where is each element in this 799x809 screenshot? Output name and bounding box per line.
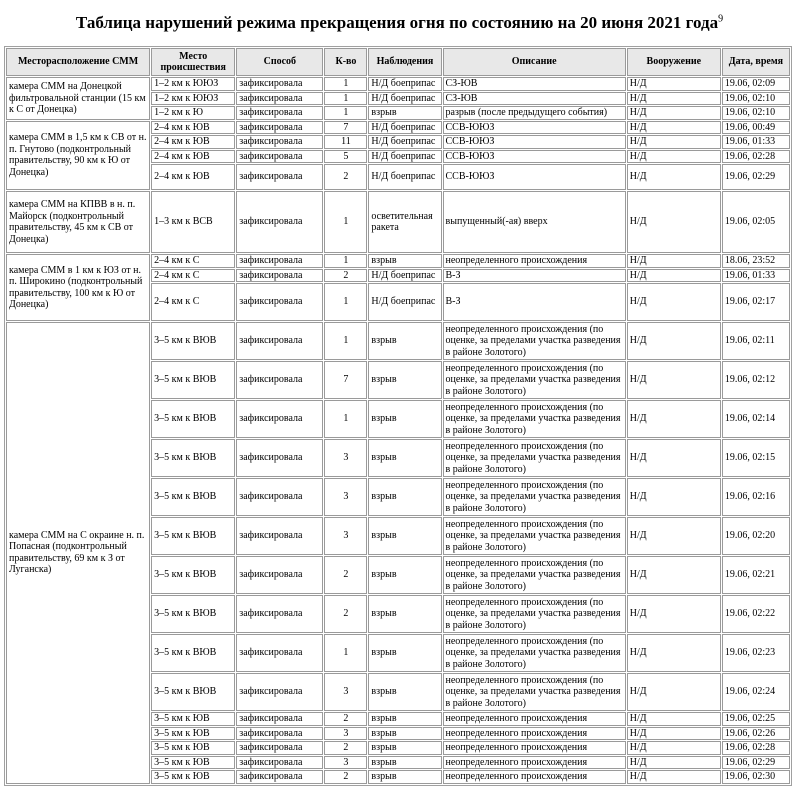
cell-datetime: 19.06, 02:09 [722, 77, 790, 91]
cell-datetime: 19.06, 02:20 [722, 517, 790, 555]
cell-observations: Н/Д боеприпас [368, 269, 441, 283]
col-header-datetime: Дата, время [722, 48, 790, 76]
cell-description: В-З [443, 269, 626, 283]
cell-method: зафиксировала [236, 770, 323, 784]
col-header-qty: К-во [324, 48, 367, 76]
cell-description: СЗ-ЮВ [443, 92, 626, 106]
cell-method: зафиксировала [236, 595, 323, 633]
cell-qty: 1 [324, 400, 367, 438]
cell-description: неопределенного происхождения (по оценке, за пределами участка разведения в районе Золотого) [443, 517, 626, 555]
cell-datetime: 19.06, 02:10 [722, 92, 790, 106]
cell-datetime: 19.06, 02:12 [722, 361, 790, 399]
cell-description: В-З [443, 283, 626, 321]
cell-observations: взрыв [368, 322, 441, 360]
cell-weapon: Н/Д [627, 254, 721, 268]
cell-weapon: Н/Д [627, 283, 721, 321]
cell-weapon: Н/Д [627, 741, 721, 755]
cell-observations: взрыв [368, 741, 441, 755]
cell-observations: взрыв [368, 595, 441, 633]
cell-datetime: 19.06, 01:33 [722, 135, 790, 149]
cell-description: неопределенного происхождения [443, 756, 626, 770]
cell-method: зафиксировала [236, 254, 323, 268]
table-row [6, 322, 790, 360]
cell-place: 3–5 км к ЮВ [151, 756, 235, 770]
cell-place: 3–5 км к ВЮВ [151, 595, 235, 633]
cell-method: зафиксировала [236, 712, 323, 726]
cell-observations: Н/Д боеприпас [368, 121, 441, 135]
cell-method: зафиксировала [236, 517, 323, 555]
cell-description: неопределенного происхождения (по оценке, за пределами участка разведения в районе Золотого) [443, 556, 626, 594]
cell-datetime: 19.06, 02:22 [722, 595, 790, 633]
cell-qty: 1 [324, 634, 367, 672]
cell-datetime: 19.06, 02:16 [722, 478, 790, 516]
cell-datetime: 19.06, 02:21 [722, 556, 790, 594]
cell-method: зафиксировала [236, 322, 323, 360]
table-row [6, 254, 790, 268]
cell-description: неопределенного происхождения (по оценке, за пределами участка разведения в районе Золотого) [443, 673, 626, 711]
cell-place: 3–5 км к ЮВ [151, 712, 235, 726]
cell-qty: 7 [324, 121, 367, 135]
cell-method: зафиксировала [236, 478, 323, 516]
cell-datetime: 19.06, 02:23 [722, 634, 790, 672]
cell-weapon: Н/Д [627, 164, 721, 190]
cell-description: неопределенного происхождения [443, 727, 626, 741]
cell-datetime: 19.06, 00:49 [722, 121, 790, 135]
cell-qty: 3 [324, 727, 367, 741]
cell-description: ССВ-ЮЮЗ [443, 150, 626, 164]
cell-description: СЗ-ЮВ [443, 77, 626, 91]
cell-qty: 1 [324, 283, 367, 321]
cell-datetime: 19.06, 02:05 [722, 191, 790, 253]
cell-place: 1–2 км к Ю [151, 106, 235, 120]
cell-observations: взрыв [368, 254, 441, 268]
cell-weapon: Н/Д [627, 595, 721, 633]
cell-weapon: Н/Д [627, 770, 721, 784]
cell-weapon: Н/Д [627, 712, 721, 726]
cell-weapon: Н/Д [627, 556, 721, 594]
cell-description: ССВ-ЮЮЗ [443, 164, 626, 190]
cell-description: ССВ-ЮЮЗ [443, 121, 626, 135]
cell-qty: 2 [324, 712, 367, 726]
cell-observations: взрыв [368, 556, 441, 594]
cell-qty: 2 [324, 770, 367, 784]
cell-description: разрыв (после предыдущего события) [443, 106, 626, 120]
cell-method: зафиксировала [236, 673, 323, 711]
cell-qty: 1 [324, 77, 367, 91]
cell-datetime: 19.06, 02:28 [722, 741, 790, 755]
cell-qty: 2 [324, 164, 367, 190]
cell-method: зафиксировала [236, 164, 323, 190]
cell-observations: взрыв [368, 673, 441, 711]
cell-description: неопределенного происхождения (по оценке, за пределами участка разведения в районе Золотого) [443, 400, 626, 438]
cell-datetime: 19.06, 02:14 [722, 400, 790, 438]
cell-datetime: 19.06, 02:29 [722, 164, 790, 190]
cell-observations: Н/Д боеприпас [368, 283, 441, 321]
cell-description: неопределенного происхождения [443, 770, 626, 784]
cell-method: зафиксировала [236, 150, 323, 164]
cell-weapon: Н/Д [627, 191, 721, 253]
cell-weapon: Н/Д [627, 77, 721, 91]
cell-place: 3–5 км к ВЮВ [151, 361, 235, 399]
cell-qty: 1 [324, 92, 367, 106]
cell-datetime: 19.06, 02:17 [722, 283, 790, 321]
cell-qty: 3 [324, 439, 367, 477]
cell-qty: 2 [324, 741, 367, 755]
cell-location: камера СММ в 1 км к ЮЗ от н. п. Широкино (подконтрольный правительству, 100 км к Ю от Донецка) [6, 254, 150, 321]
cell-observations: взрыв [368, 727, 441, 741]
cell-description: неопределенного происхождения (по оценке, за пределами участка разведения в районе Золотого) [443, 361, 626, 399]
cell-observations: Н/Д боеприпас [368, 164, 441, 190]
cell-description: неопределенного происхождения (по оценке, за пределами участка разведения в районе Золотого) [443, 439, 626, 477]
cell-description: выпущенный(-ая) вверх [443, 191, 626, 253]
cell-observations: взрыв [368, 756, 441, 770]
cell-qty: 2 [324, 269, 367, 283]
cell-method: зафиксировала [236, 121, 323, 135]
cell-description: ССВ-ЮЮЗ [443, 135, 626, 149]
page-title [0, 10, 799, 36]
cell-location: камера СММ на КПВВ в н. п. Майорск (подконтрольный правительству, 45 км к СВ от Донецка) [6, 191, 150, 253]
cell-place: 3–5 км к ЮВ [151, 727, 235, 741]
title-footnote: 9 [718, 13, 724, 25]
cell-place: 1–2 км к ЮЮЗ [151, 92, 235, 106]
cell-place: 2–4 км к ЮВ [151, 164, 235, 190]
table-row [6, 77, 790, 91]
cell-place: 3–5 км к ВЮВ [151, 478, 235, 516]
cell-datetime: 19.06, 02:24 [722, 673, 790, 711]
cell-qty: 5 [324, 150, 367, 164]
cell-qty: 1 [324, 106, 367, 120]
table-row [6, 121, 790, 135]
cell-method: зафиксировала [236, 135, 323, 149]
cell-qty: 1 [324, 191, 367, 253]
cell-place: 3–5 км к ВЮВ [151, 673, 235, 711]
col-header-place: Место происшествия [151, 48, 235, 76]
cell-method: зафиксировала [236, 756, 323, 770]
cell-description: неопределенного происхождения [443, 712, 626, 726]
cell-datetime: 18.06, 23:52 [722, 254, 790, 268]
cell-method: зафиксировала [236, 106, 323, 120]
cell-datetime: 19.06, 02:15 [722, 439, 790, 477]
cell-method: зафиксировала [236, 269, 323, 283]
cell-place: 2–4 км к ЮВ [151, 135, 235, 149]
table-row [6, 191, 790, 253]
cell-weapon: Н/Д [627, 756, 721, 770]
cell-datetime: 19.06, 02:29 [722, 756, 790, 770]
cell-location: камера СММ в 1,5 км к СВ от н. п. Гнутово (подконтрольный правительству, 90 км к Ю от Донецка) [6, 121, 150, 191]
cell-observations: взрыв [368, 478, 441, 516]
cell-qty: 11 [324, 135, 367, 149]
cell-qty: 7 [324, 361, 367, 399]
cell-datetime: 19.06, 02:30 [722, 770, 790, 784]
cell-datetime: 19.06, 02:10 [722, 106, 790, 120]
cell-weapon: Н/Д [627, 727, 721, 741]
cell-place: 2–4 км к С [151, 254, 235, 268]
cell-observations: Н/Д боеприпас [368, 135, 441, 149]
cell-datetime: 19.06, 02:11 [722, 322, 790, 360]
cell-description: неопределенного происхождения [443, 254, 626, 268]
cell-weapon: Н/Д [627, 322, 721, 360]
cell-place: 3–5 км к ВЮВ [151, 400, 235, 438]
cell-method: зафиксировала [236, 283, 323, 321]
col-header-weapon: Вооружение [627, 48, 721, 76]
cell-datetime: 19.06, 02:28 [722, 150, 790, 164]
cell-weapon: Н/Д [627, 517, 721, 555]
cell-qty: 1 [324, 254, 367, 268]
cell-weapon: Н/Д [627, 106, 721, 120]
col-header-observations: Наблюдения [368, 48, 441, 76]
cell-weapon: Н/Д [627, 150, 721, 164]
cell-method: зафиксировала [236, 634, 323, 672]
cell-weapon: Н/Д [627, 439, 721, 477]
cell-datetime: 19.06, 01:33 [722, 269, 790, 283]
cell-observations: Н/Д боеприпас [368, 150, 441, 164]
cell-observations: взрыв [368, 400, 441, 438]
cell-qty: 3 [324, 517, 367, 555]
cell-description: неопределенного происхождения (по оценке, за пределами участка разведения в районе Золотого) [443, 634, 626, 672]
cell-observations: Н/Д боеприпас [368, 77, 441, 91]
cell-place: 2–4 км к ЮВ [151, 121, 235, 135]
violations-table [4, 46, 792, 786]
cell-qty: 1 [324, 322, 367, 360]
cell-qty: 3 [324, 756, 367, 770]
cell-weapon: Н/Д [627, 269, 721, 283]
cell-place: 3–5 км к ВЮВ [151, 322, 235, 360]
cell-description: неопределенного происхождения (по оценке, за пределами участка разведения в районе Золотого) [443, 595, 626, 633]
table-header [6, 48, 790, 76]
cell-weapon: Н/Д [627, 673, 721, 711]
cell-datetime: 19.06, 02:26 [722, 727, 790, 741]
cell-place: 1–2 км к ЮЮЗ [151, 77, 235, 91]
cell-method: зафиксировала [236, 741, 323, 755]
cell-location: камера СММ на Донецкой фильтровальной станции (15 км к С от Донецка) [6, 77, 150, 120]
cell-weapon: Н/Д [627, 400, 721, 438]
col-header-description: Описание [443, 48, 626, 76]
cell-method: зафиксировала [236, 556, 323, 594]
col-header-method: Способ [236, 48, 323, 76]
cell-place: 3–5 км к ВЮВ [151, 439, 235, 477]
cell-place: 1–3 км к ВСВ [151, 191, 235, 253]
cell-observations: взрыв [368, 106, 441, 120]
cell-place: 3–5 км к ВЮВ [151, 517, 235, 555]
cell-description: неопределенного происхождения [443, 741, 626, 755]
cell-method: зафиксировала [236, 77, 323, 91]
cell-weapon: Н/Д [627, 92, 721, 106]
cell-method: зафиксировала [236, 727, 323, 741]
cell-weapon: Н/Д [627, 121, 721, 135]
cell-method: зафиксировала [236, 439, 323, 477]
cell-qty: 3 [324, 673, 367, 711]
cell-place: 2–4 км к С [151, 283, 235, 321]
cell-weapon: Н/Д [627, 361, 721, 399]
cell-observations: взрыв [368, 770, 441, 784]
cell-description: неопределенного происхождения (по оценке, за пределами участка разведения в районе Золотого) [443, 322, 626, 360]
cell-qty: 2 [324, 595, 367, 633]
cell-weapon: Н/Д [627, 135, 721, 149]
cell-datetime: 19.06, 02:25 [722, 712, 790, 726]
cell-method: зафиксировала [236, 191, 323, 253]
cell-place: 2–4 км к ЮВ [151, 150, 235, 164]
cell-observations: взрыв [368, 712, 441, 726]
cell-weapon: Н/Д [627, 634, 721, 672]
cell-place: 3–5 км к ЮВ [151, 741, 235, 755]
table-body [6, 77, 790, 784]
cell-method: зафиксировала [236, 92, 323, 106]
cell-observations: взрыв [368, 517, 441, 555]
col-header-location: Месторасположение СММ [6, 48, 150, 76]
cell-place: 3–5 км к ЮВ [151, 770, 235, 784]
cell-observations: взрыв [368, 361, 441, 399]
cell-place: 3–5 км к ВЮВ [151, 634, 235, 672]
cell-place: 3–5 км к ВЮВ [151, 556, 235, 594]
cell-observations: Н/Д боеприпас [368, 92, 441, 106]
cell-location: камера СММ на С окраине н. п. Попасная (подконтрольный правительству, 69 км к З от Луганска) [6, 322, 150, 784]
cell-qty: 2 [324, 556, 367, 594]
cell-observations: взрыв [368, 634, 441, 672]
cell-method: зафиксировала [236, 400, 323, 438]
cell-method: зафиксировала [236, 361, 323, 399]
cell-observations: взрыв [368, 439, 441, 477]
cell-weapon: Н/Д [627, 478, 721, 516]
cell-description: неопределенного происхождения (по оценке, за пределами участка разведения в районе Золотого) [443, 478, 626, 516]
cell-qty: 3 [324, 478, 367, 516]
header-row [6, 48, 790, 76]
cell-observations: осветительная ракета [368, 191, 441, 253]
cell-place: 2–4 км к С [151, 269, 235, 283]
title-text: Таблица нарушений режима прекращения огня по состоянию на 20 июня 2021 года [75, 13, 719, 32]
